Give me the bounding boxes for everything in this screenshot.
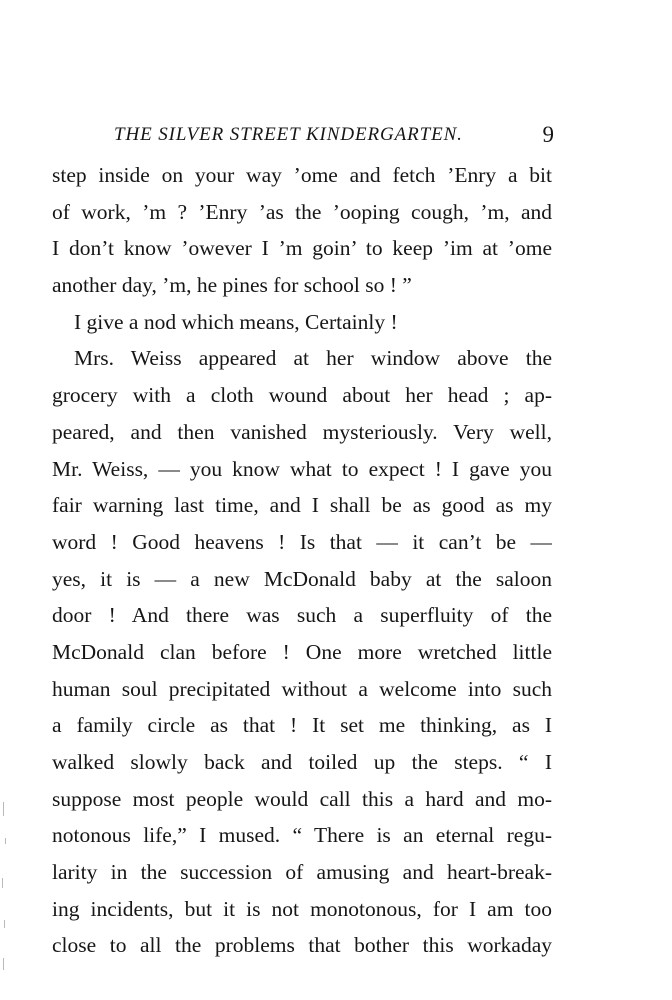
text-line: yes, it is — a new McDonald baby at the saloon <box>52 566 552 591</box>
text-line: fair warning last time, and I shall be as good as my <box>52 493 552 518</box>
text-line: door ! And there was such a superfluity of the <box>52 603 552 628</box>
page-edge-specks <box>0 790 18 1000</box>
text-line: notonous life,” I mused. “ There is an eternal regu- <box>52 823 552 848</box>
text-line: ing incidents, but it is not monotonous, for I am too <box>52 896 552 921</box>
text-line: of work, ’m ? ’Enry ’as the ’ooping cough, ’m, and <box>52 199 552 224</box>
text-line: close to all the problems that bother this workaday <box>52 933 552 958</box>
text-line: McDonald clan before ! One more wretched little <box>52 639 552 664</box>
paragraph-start-line: Mrs. Weiss appeared at her window above the <box>74 346 552 371</box>
text-line: I don’t know ’owever I ’m goin’ to keep ’im at ’ome <box>52 236 552 261</box>
text-line: grocery with a cloth wound about her head ; ap- <box>52 383 552 408</box>
text-line: step inside on your way ’ome and fetch ’Enry a bit <box>52 163 552 187</box>
text-line: human soul precipitated without a welcome into such <box>52 676 552 701</box>
text-line: word ! Good heavens ! Is that — it can’t be — <box>52 529 552 554</box>
text-line: a family circle as that ! It set me thinking, as I <box>52 713 552 738</box>
text-line: larity in the succession of amusing and heart-break- <box>52 860 552 885</box>
text-line: suppose most people would call this a hard and mo- <box>52 786 552 811</box>
text-line: another day, ’m, he pines for school so ! ” <box>52 273 412 298</box>
text-line: walked slowly back and toiled up the steps. “ I <box>52 750 552 774</box>
running-head <box>52 117 557 153</box>
text-line: Mr. Weiss, — you know what to expect ! I gave you <box>52 456 552 481</box>
running-title: THE SILVER STREET KINDERGARTEN. <box>114 124 463 145</box>
text-line: peared, and then vanished mysteriously. Very well, <box>52 419 552 444</box>
page-number: 9 <box>542 122 554 147</box>
paragraph-start-line: I give a nod which means, Certainly ! <box>74 309 398 334</box>
body-text <box>52 157 552 964</box>
